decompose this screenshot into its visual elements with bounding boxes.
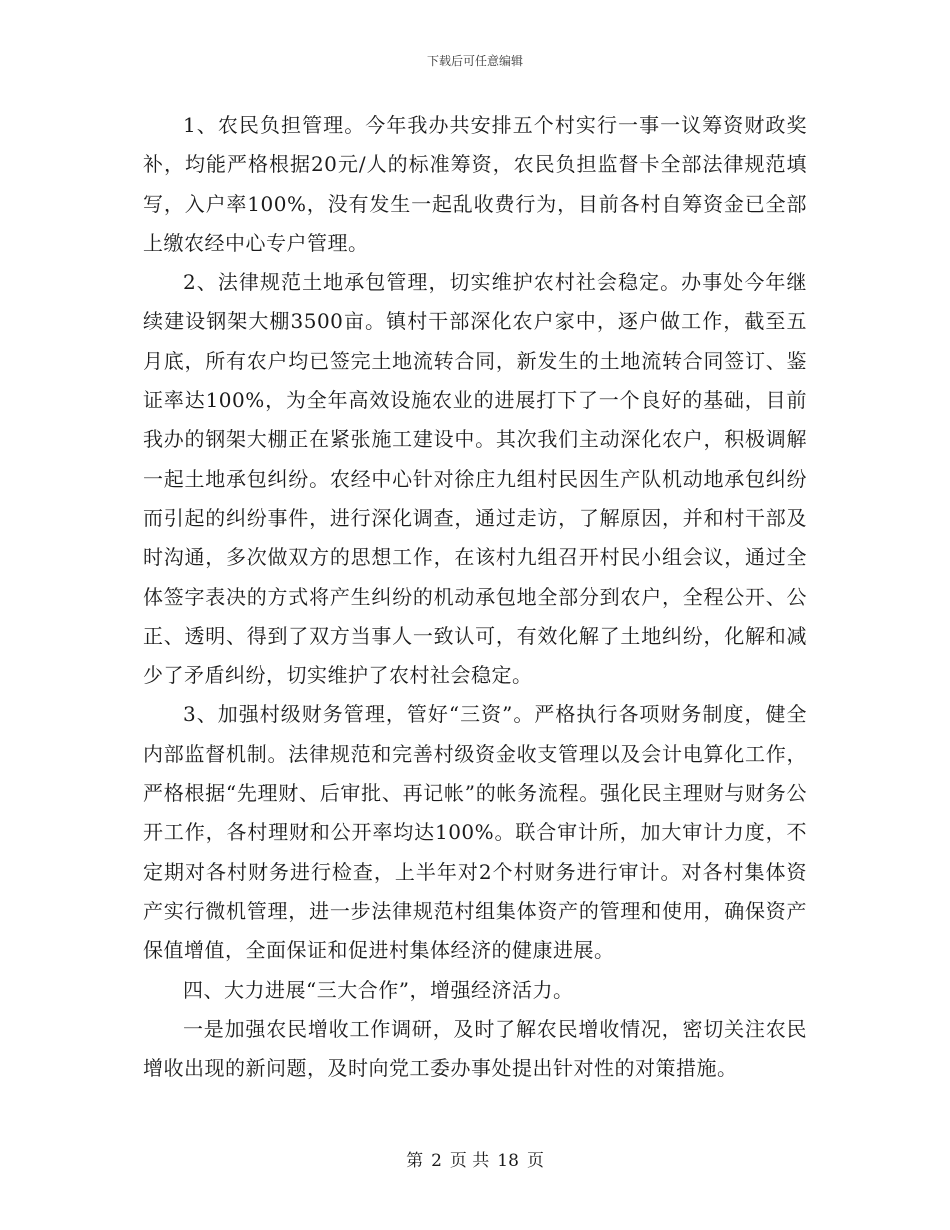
paragraph-village-finance: 3、加强村级财务管理，管好“三资”。严格执行各项财务制度，健全内部监督机制。法律规范和完善村级资金收支管理以及会计电算化工作，严格根据“先理财、后审批、再记帐”的帐务流程。强化民主理财与财务公开工作，各村理财和公开率均达100%。联合审计所，加大审计力度，不定期对各村财务进行检查，上半年对2个村财务进行审计。对各村集体资产实行微机管理，进一步法律规范村组集体资产的管理和使用，确保资产保值增值，全面保证和促进村集体经济的健康进展。 [143, 702, 807, 963]
paragraph-farmer-burden: 1、农民负担管理。今年我办共安排五个村实行一事一议筹资财政奖补，均能严格根据20元/人的标准筹资，农民负担监督卡全部法律规范填写，入户率100%，没有发生一起乱收费行为，目前各村自筹资金已全部上缴农经中心专户管理。 [143, 113, 807, 255]
footer-suffix: 页 [526, 1151, 544, 1171]
document-body [143, 106, 807, 1088]
section-heading-cooperation: 四、大力进展“三大合作”，增强经济活力。 [183, 977, 574, 1002]
footer-page-number: 2 [431, 1151, 442, 1171]
footer-middle: 页 共 [449, 1151, 490, 1171]
footer-total-pages: 18 [497, 1151, 519, 1171]
page-footer [0, 1150, 950, 1172]
footer-prefix: 第 [406, 1151, 424, 1171]
paragraph-land-contract: 2、法律规范土地承包管理，切实维护农村社会稳定。办事处今年继续建设钢架大棚3500亩。镇村干部深化农户家中，逐户做工作，截至五月底，所有农户均已签完土地流转合同，新发生的土地流转合同签订、鉴证率达100%，为全年高效设施农业的进展打下了一个良好的基础，目前我办的钢架大棚正在紧张施工建设中。其次我们主动深化农户，积极调解一起土地承包纠纷。农经中心针对徐庄九组村民因生产队机动地承包纠纷而引起的纠纷事件，进行深化调查，通过走访，了解原因，并和村干部及时沟通，多次做双方的思想工作，在该村九组召开村民小组会议，通过全体签字表决的方式将产生纠纷的机动承包地全部分到农户，全程公开、公正、透明、得到了双方当事人一致认可，有效化解了土地纠纷，化解和减少了矛盾纠纷，切实维护了农村社会稳定。 [143, 270, 807, 688]
paragraph-income-research: 一是加强农民增收工作调研，及时了解农民增收情况，密切关注农民增收出现的新问题，及时向党工委办事处提出针对性的对策措施。 [143, 1016, 807, 1081]
page-header: 下载后可任意编辑 [426, 54, 523, 68]
